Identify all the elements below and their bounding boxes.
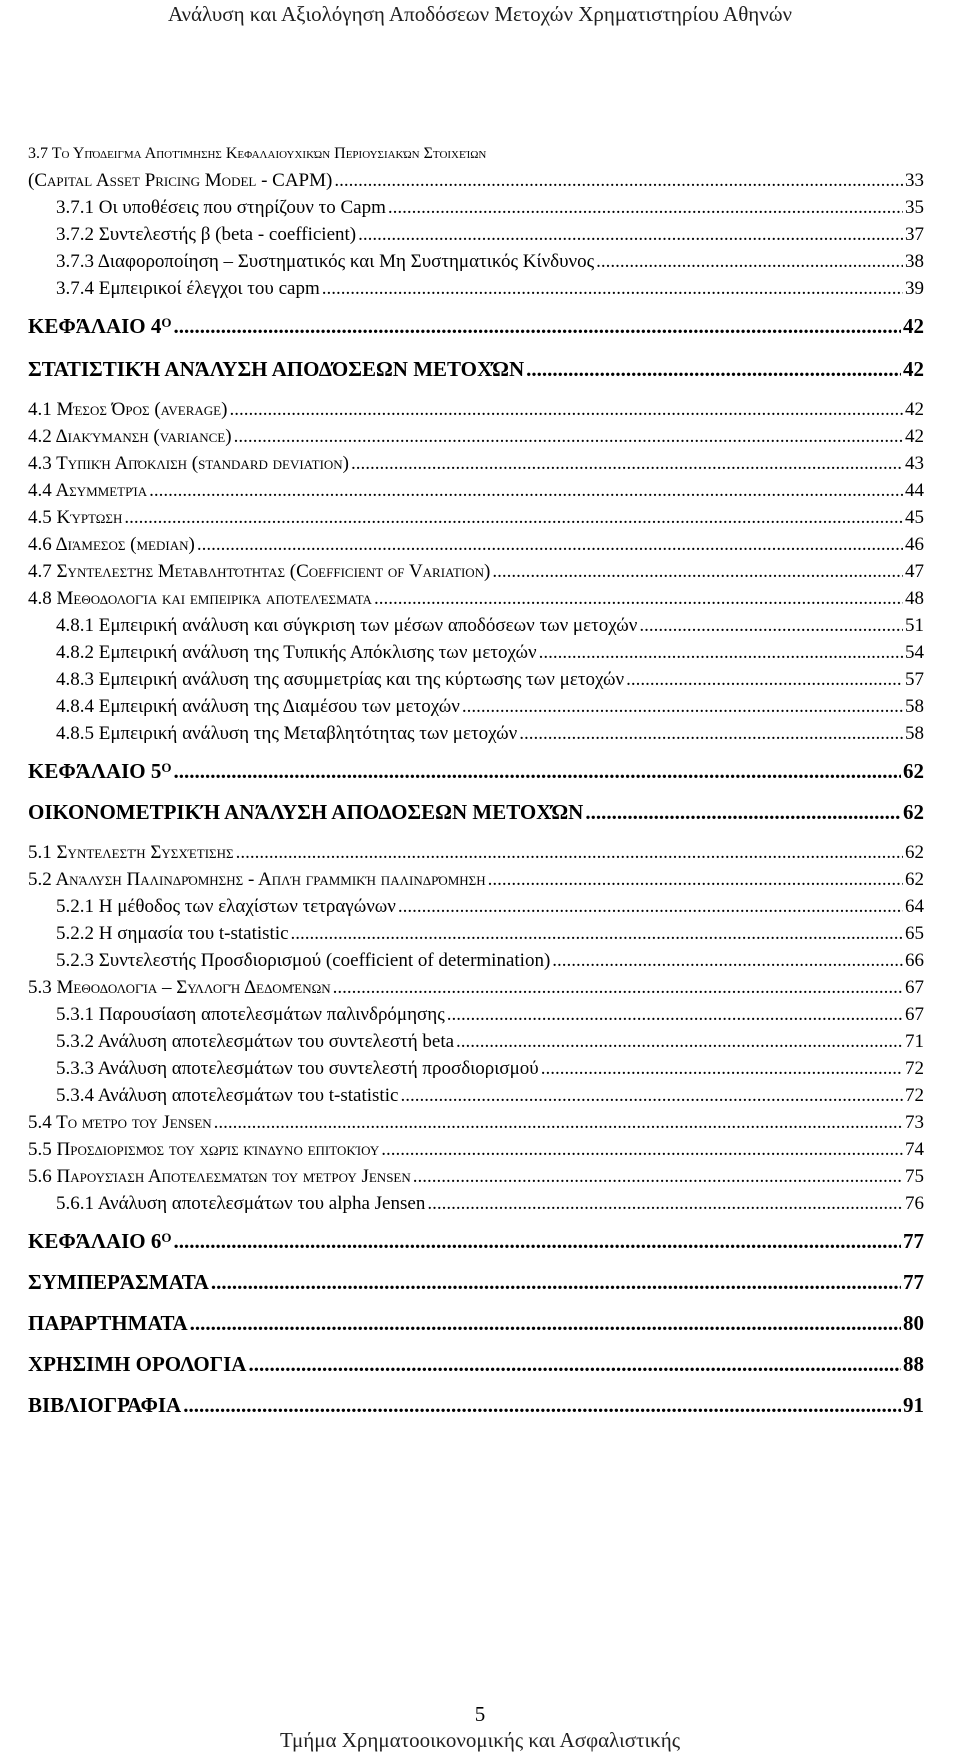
toc-appendices[interactable]	[28, 1309, 924, 1338]
dot-leader	[214, 1109, 903, 1136]
toc-label: 4.6 Διάμεσος (median)	[28, 534, 195, 555]
toc-page: 47	[905, 561, 924, 582]
toc-label: 5.3 Μεθοδολογία – Συλλογή Δεδομένων	[28, 977, 331, 998]
page-number: 5	[474, 1702, 486, 1726]
toc-label: 4.1 Μέσος Όρος (average)	[28, 399, 228, 420]
toc-label: ΚΕΦΆΛΑΙΟ $6^O$	[28, 1229, 172, 1253]
dot-leader	[190, 1309, 901, 1338]
toc-page: 42	[903, 357, 924, 381]
dot-leader	[381, 1136, 903, 1163]
toc-entry-5-2-1[interactable]	[28, 893, 924, 920]
toc-page: 57	[905, 669, 924, 690]
toc-entry-4-6[interactable]	[28, 531, 924, 558]
dot-leader	[358, 221, 903, 248]
toc-entry-5-3-2[interactable]	[28, 1028, 924, 1055]
toc-entry-4-8-1[interactable]	[28, 612, 924, 639]
toc-label: ΚΕΦΆΛΑΙΟ $5^O$	[28, 759, 172, 783]
dot-leader	[236, 839, 903, 866]
toc-label: 5.3.3 Ανάλυση αποτελεσμάτων του συντελεστή προσδιορισμού	[56, 1058, 539, 1079]
toc-page: 72	[905, 1085, 924, 1106]
dot-leader	[639, 612, 903, 639]
toc-page: 62	[905, 842, 924, 863]
toc-label: ΠΑΡΑΡΤΗΜΑΤΑ	[28, 1311, 188, 1335]
toc-label: 5.3.1 Παρουσίαση αποτελεσμάτων παλινδρόμησης	[56, 1004, 445, 1025]
toc-bibliography[interactable]	[28, 1391, 924, 1420]
toc-chapter-4[interactable]	[28, 312, 924, 341]
dot-leader	[552, 947, 903, 974]
dot-leader	[447, 1001, 903, 1028]
page-header: Ανάλυση και Αξιολόγηση Αποδόσεων Μετοχών Χρηματιστηρίου Αθηνών	[167, 2, 793, 26]
toc-label: 4.8.2 Εμπειρική ανάλυση της Τυπικής Απόκλισης των μετοχών	[56, 642, 537, 663]
toc-page: 67	[905, 977, 924, 998]
toc-page: 46	[905, 534, 924, 555]
toc-page: 33	[905, 170, 924, 191]
dot-leader	[539, 639, 903, 666]
dot-leader	[427, 1190, 903, 1217]
table-of-contents	[28, 140, 924, 1420]
toc-entry-4-8[interactable]	[28, 585, 924, 612]
toc-label: 5.2.1 Η μέθοδος των ελαχίστων τετραγώνων	[56, 896, 396, 917]
dot-leader	[626, 666, 903, 693]
toc-page: 48	[905, 588, 924, 609]
dot-leader	[183, 1391, 901, 1420]
toc-label: 5.6 Παρουσίαση Αποτελεσμάτων του μέτρου Jensen	[28, 1166, 411, 1187]
toc-label: 4.8.4 Εμπειρική ανάλυση της Διαμέσου των μετοχών	[56, 696, 460, 717]
toc-entry-4-3[interactable]	[28, 450, 924, 477]
toc-label: 3.7 Το Υπόδειγμα Αποτίμησης Κεφαλαιουχικών Περιουσιακών Στοιχείων	[28, 145, 487, 162]
toc-label: 5.4 Το μέτρο του Jensen	[28, 1112, 212, 1133]
toc-page: 35	[905, 197, 924, 218]
dot-leader	[197, 531, 903, 558]
toc-label: ΚΕΦΆΛΑΙΟ $4^O$	[28, 314, 172, 338]
toc-label: ΣΥΜΠΕΡΆΣΜΑΤΑ	[28, 1270, 209, 1294]
toc-entry-5-3-1[interactable]	[28, 1001, 924, 1028]
toc-label: 3.7.1 Οι υποθέσεις που στηρίζουν το Capm	[56, 197, 386, 218]
toc-page: 45	[905, 507, 924, 528]
toc-page: 62	[903, 800, 924, 824]
dot-leader	[234, 423, 903, 450]
dot-leader	[400, 1082, 903, 1109]
toc-chapter-5[interactable]	[28, 757, 924, 786]
toc-label: ΣΤΑΤΙΣΤΙΚΉ ΑΝΆΛΥΣΗ ΑΠΟΔΌΣΕΩΝ ΜΕΤΟΧΏΝ	[28, 357, 525, 381]
dot-leader	[541, 1055, 903, 1082]
dot-leader	[149, 477, 903, 504]
toc-page: 76	[905, 1193, 924, 1214]
dot-leader	[334, 167, 903, 194]
toc-entry-3-7-2[interactable]	[28, 221, 924, 248]
toc-entry-4-4[interactable]	[28, 477, 924, 504]
toc-page: 71	[905, 1031, 924, 1052]
dot-leader	[351, 450, 903, 477]
toc-label: 4.5 Κύρτωση	[28, 507, 123, 528]
toc-entry-3-7-3[interactable]	[28, 248, 924, 275]
toc-page: 42	[905, 426, 924, 447]
toc-entry-4-8-3[interactable]	[28, 666, 924, 693]
dot-leader	[248, 1350, 901, 1379]
toc-entry-5-5[interactable]	[28, 1136, 924, 1163]
toc-label: 4.3 Τυπική Απόκλιση (standard deviation)	[28, 453, 349, 474]
dot-leader	[585, 798, 901, 827]
toc-entry-5-6-1[interactable]	[28, 1190, 924, 1217]
toc-entry-4-8-2[interactable]	[28, 639, 924, 666]
toc-entry-5-2-3[interactable]	[28, 947, 924, 974]
toc-page: 91	[903, 1393, 924, 1417]
toc-label: 5.2.3 Συντελεστής Προσδιορισμού (coefficient of determination)	[56, 950, 551, 971]
toc-entry-5-3-3[interactable]	[28, 1055, 924, 1082]
toc-label: 5.3.2 Ανάλυση αποτελεσμάτων του συντελεστή beta	[56, 1031, 455, 1052]
toc-page: 88	[903, 1352, 924, 1376]
dot-leader	[174, 757, 901, 786]
toc-entry-5-2-2[interactable]	[28, 920, 924, 947]
toc-label: ΟΙΚΟΝΟΜΕΤΡΙΚΉ ΑΝΆΛΥΣΗ ΑΠΟΔΟΣΕΩΝ ΜΕΤΟΧΏΝ	[28, 800, 584, 824]
toc-entry-5-6[interactable]	[28, 1163, 924, 1190]
toc-page: 77	[903, 1229, 924, 1253]
toc-label: (Capital Asset Pricing Model - CAPM)	[28, 170, 333, 191]
dot-leader	[526, 355, 901, 384]
toc-page: 74	[905, 1139, 924, 1160]
dot-leader	[388, 194, 903, 221]
toc-label: ΧΡΗΣΙΜΗ ΟΡΟΛΟΓΙΑ	[28, 1352, 247, 1376]
toc-conclusions[interactable]	[28, 1268, 924, 1297]
toc-page: 67	[905, 1004, 924, 1025]
toc-page: 72	[905, 1058, 924, 1079]
dot-leader	[374, 585, 903, 612]
toc-page: 80	[903, 1311, 924, 1335]
dot-leader	[492, 558, 903, 585]
toc-label: 3.7.4 Εμπειρικοί έλεγχοι του capm	[56, 278, 320, 299]
toc-page: 64	[905, 896, 924, 917]
toc-label: 3.7.2 Συντελεστής β (beta - coefficient)	[56, 224, 357, 245]
toc-page: 43	[905, 453, 924, 474]
page-footer: Τμήμα Χρηματοοικονομικής και Ασφαλιστικής	[279, 1728, 681, 1752]
toc-page: 77	[903, 1270, 924, 1294]
toc-label: 5.6.1 Ανάλυση αποτελεσμάτων του alpha Jensen	[56, 1193, 426, 1214]
toc-page: 73	[905, 1112, 924, 1133]
toc-label: ΒΙΒΛΙΟΓΡΑΦΙΑ	[28, 1393, 182, 1417]
toc-entry-4-7[interactable]	[28, 558, 924, 585]
toc-page: 58	[905, 696, 924, 717]
toc-page: 44	[905, 480, 924, 501]
toc-label: 5.1 Συντελεστή Συσχέτισης	[28, 842, 234, 863]
toc-page: 65	[905, 923, 924, 944]
toc-glossary[interactable]	[28, 1350, 924, 1379]
toc-label: 5.5 Προσδιορισμός του χωρίς κίνδυνο επιτοκίου	[28, 1139, 380, 1160]
toc-entry-5-3[interactable]	[28, 974, 924, 1001]
toc-entry-3-7-4[interactable]	[28, 275, 924, 302]
toc-label: 4.2 Διακύμανση (variance)	[28, 426, 232, 447]
toc-label: 5.2 Ανάλυση Παλινδρόμησης - Απλή γραμμική παλινδρόμηση	[28, 869, 486, 890]
dot-leader	[124, 504, 903, 531]
toc-chapter-4-title[interactable]	[28, 355, 924, 384]
toc-entry-3-7-1[interactable]	[28, 194, 924, 221]
dot-leader	[322, 275, 903, 302]
dot-leader	[413, 1163, 903, 1190]
toc-entry-4-8-5[interactable]	[28, 720, 924, 747]
toc-page: 42	[905, 399, 924, 420]
toc-label: 5.2.2 Η σημασία του t-statistic	[56, 923, 289, 944]
toc-entry-5-1[interactable]	[28, 839, 924, 866]
toc-label: 5.3.4 Ανάλυση αποτελεσμάτων του t-statistic	[56, 1085, 399, 1106]
toc-page: 38	[905, 251, 924, 272]
toc-chapter-6[interactable]	[28, 1227, 924, 1256]
toc-label: 4.8.1 Εμπειρική ανάλυση και σύγκριση των μέσων αποδόσεων των μετοχών	[56, 615, 638, 636]
dot-leader	[488, 866, 903, 893]
dot-leader	[596, 248, 903, 275]
toc-entry-4-1[interactable]	[28, 396, 924, 423]
toc-label: 3.7.3 Διαφοροποίηση – Συστηματικός και Μη Συστηματικός Κίνδυνος	[56, 251, 595, 272]
dot-leader	[174, 1227, 901, 1256]
toc-page: 51	[905, 615, 924, 636]
toc-page: 37	[905, 224, 924, 245]
toc-label: 4.8.3 Εμπειρική ανάλυση της ασυμμετρίας και της κύρτωσης των μετοχών	[56, 669, 625, 690]
dot-leader	[519, 720, 903, 747]
toc-page: 54	[905, 642, 924, 663]
toc-page: 66	[905, 950, 924, 971]
toc-label: 4.8.5 Εμπειρική ανάλυση της Μεταβλητότητας των μετοχών	[56, 723, 518, 744]
toc-page: 58	[905, 723, 924, 744]
dot-leader	[333, 974, 903, 1001]
toc-page: 39	[905, 278, 924, 299]
dot-leader	[229, 396, 903, 423]
toc-label: 4.7 Συντελεστής Μεταβλητότητας (Coefficient of Variation)	[28, 561, 491, 582]
toc-entry-5-4[interactable]	[28, 1109, 924, 1136]
toc-page: 42	[903, 314, 924, 338]
toc-label: 4.4 Ασυμμετρία	[28, 480, 148, 501]
toc-entry-5-3-4[interactable]	[28, 1082, 924, 1109]
toc-label: 4.8 Μεθοδολογία και εμπειρικά αποτελέσματα	[28, 588, 372, 609]
toc-entry-5-2[interactable]	[28, 866, 924, 893]
dot-leader	[462, 693, 903, 720]
toc-entry-4-8-4[interactable]	[28, 693, 924, 720]
toc-page: 62	[905, 869, 924, 890]
toc-page: 75	[905, 1166, 924, 1187]
dot-leader	[174, 312, 901, 341]
dot-leader	[211, 1268, 901, 1297]
dot-leader	[398, 893, 903, 920]
toc-entry-4-2[interactable]	[28, 423, 924, 450]
toc-page: 62	[903, 759, 924, 783]
dot-leader	[456, 1028, 903, 1055]
dot-leader	[291, 920, 903, 947]
toc-chapter-5-title[interactable]	[28, 798, 924, 827]
toc-entry-3-7[interactable]	[28, 140, 924, 194]
toc-entry-4-5[interactable]	[28, 504, 924, 531]
